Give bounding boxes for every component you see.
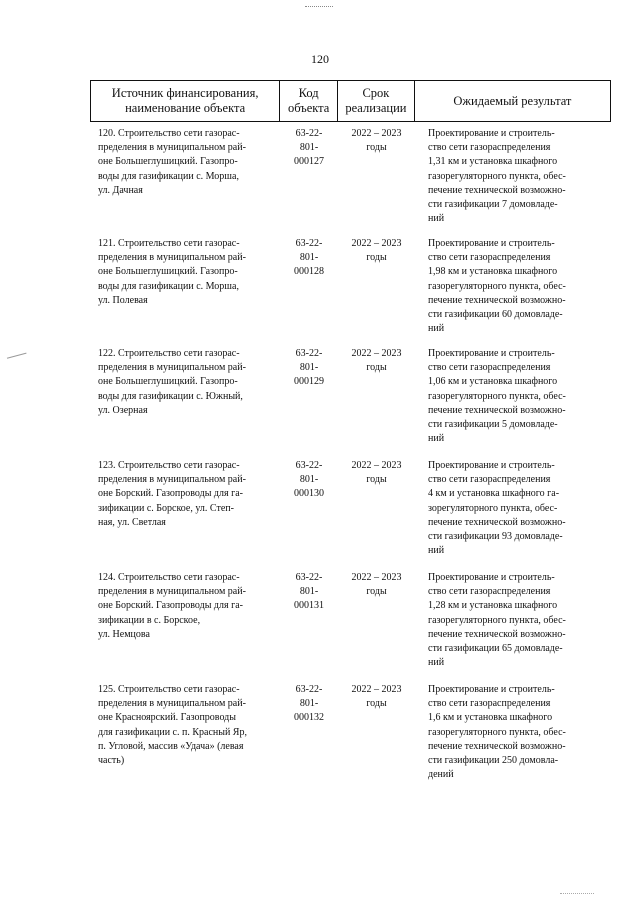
row-object-code: 63-22- 801- 000128: [294, 238, 324, 278]
row-object-name: 121. Строительство сети газорас- пределения в муниципальном рай- оне Большеглушицкий. Газопро- воды для газификации с. Морша, ул. Полевая: [98, 238, 246, 306]
header-object-code-text: Код объекта: [287, 86, 330, 115]
row-object-name: 124. Строительство сети газорас- пределения в муниципальном рай- оне Борский. Газопроводы для га- зификации в с. Борское, ул. Немцова: [98, 572, 246, 640]
header-expected-result-text: Ожидаемый результат: [453, 93, 572, 108]
row-expected-result: Проектирование и строитель- ство сети газораспределения 1,06 км и установка шкафного газорегуляторного пункта, обес- печение технической возможно- сти газификации 5 домовладе- ний: [428, 348, 566, 445]
row-object-name: 120. Строительство сети газорас- пределения в муниципальном рай- оне Большеглушицкий. Газопро- воды для газификации с. Морша, ул. Дачная: [98, 128, 246, 196]
financing-table: [90, 80, 611, 781]
row-expected-result: Проектирование и строитель- ство сети газораспределения 4 км и установка шкафного га- зорегуляторного пункта, обес- печение технической возможно- сти газификации 93 домовладе- ний: [428, 460, 566, 557]
row-term: 2022 – 2023 годы: [351, 128, 402, 154]
table-row: [90, 459, 611, 558]
row-term: 2022 – 2023 годы: [351, 238, 402, 264]
table-row: [90, 347, 611, 446]
header-expected-result: [415, 81, 610, 121]
row-object-code: 63-22- 801- 000130: [294, 460, 324, 500]
row-object-code: 63-22- 801- 000131: [294, 572, 324, 612]
header-source-name-text: Источник финансирования, наименование объекта: [111, 86, 259, 115]
table-header-row: [90, 80, 611, 122]
row-object-code: 63-22- 801- 000129: [294, 348, 324, 388]
header-source-name: [91, 81, 280, 121]
row-term: 2022 – 2023 годы: [351, 572, 402, 598]
row-term: 2022 – 2023 годы: [351, 348, 402, 374]
row-object-code: 63-22- 801- 000127: [294, 128, 324, 168]
header-object-code: [280, 81, 338, 121]
row-expected-result: Проектирование и строитель- ство сети газораспределения 1,98 км и установка шкафного газорегуляторного пункта, обес- печение технической возможно- сти газификации 60 домовладе- ний: [428, 238, 566, 335]
table-row: [90, 237, 611, 336]
header-term-text: Срок реализации: [345, 86, 407, 115]
table-row: [90, 683, 611, 782]
row-term: 2022 – 2023 годы: [351, 460, 402, 486]
row-object-code: 63-22- 801- 000132: [294, 684, 324, 724]
row-object-name: 122. Строительство сети газорас- пределения в муниципальном рай- оне Большеглушицкий. Газопро- воды для газификации с. Южный, ул. Озерная: [98, 348, 246, 416]
row-expected-result: Проектирование и строитель- ство сети газораспределения 1,31 км и установка шкафного газорегуляторного пункта, обес- печение технической возможно- сти газификации 7 домовладе- ний: [428, 128, 566, 225]
row-expected-result: Проектирование и строитель- ство сети газораспределения 1,28 км и установка шкафного газорегуляторного пункта, обес- печение технической возможно- сти газификации 65 домовладе- ний: [428, 572, 566, 669]
page-number: 120: [311, 52, 329, 66]
scan-artifact-side: [7, 353, 29, 369]
table-row: [90, 127, 611, 226]
row-term: 2022 – 2023 годы: [351, 684, 402, 710]
header-term: [338, 81, 415, 121]
row-object-name: 125. Строительство сети газорас- пределения в муниципальном рай- оне Красноярский. Газопроводы для газификации с. п. Красный Яр, п. Угловой, массив «Удача» (левая часть): [98, 684, 247, 767]
row-expected-result: Проектирование и строитель- ство сети газораспределения 1,6 км и установка шкафного газорегуляторного пункта, обес- печение технической возможно- сти газификации 250 домовла- дений: [428, 684, 566, 781]
scan-artifact-bottom: [560, 893, 594, 897]
scan-artifact-top: [305, 6, 333, 11]
row-object-name: 123. Строительство сети газорас- пределения в муниципальном рай- оне Борский. Газопроводы для га- зификации с. Борское, ул. Степ- ная, ул. Светлая: [98, 460, 246, 528]
table-row: [90, 571, 611, 670]
